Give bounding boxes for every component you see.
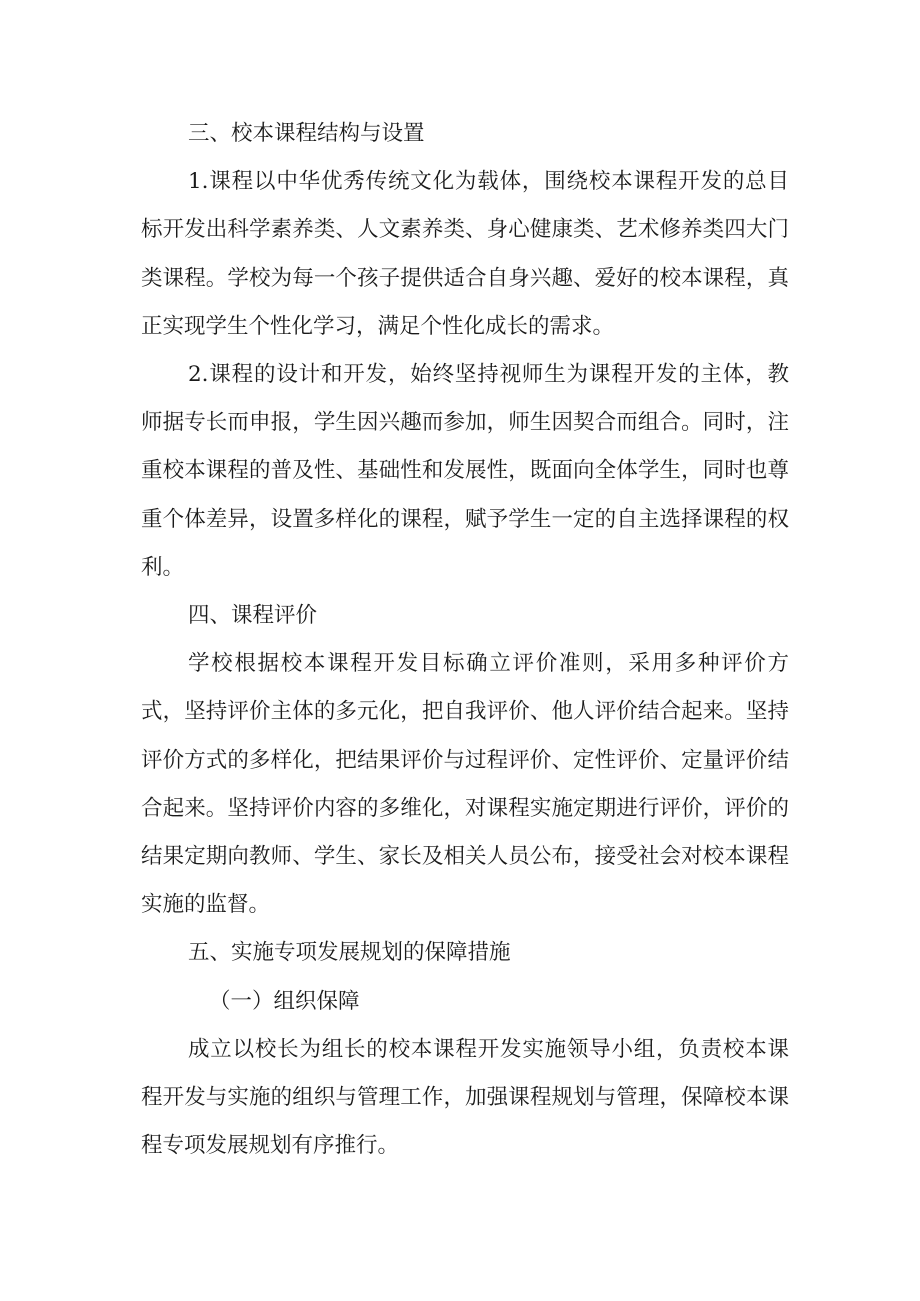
document-body	[141, 110, 789, 1170]
section-heading-curriculum-structure: 三、校本课程结构与设置	[188, 121, 425, 146]
section-heading-curriculum-evaluation: 四、课程评价	[188, 603, 318, 629]
sub-heading-organizational-guarantee: （一）组织保障	[209, 988, 360, 1014]
paragraph-evaluation-methods: 学校根据校本课程开发目标确立评价准则，采用多种评价方式，坚持评价主体的多元化，把自我评价、他人评价结合起来。坚持评价方式的多样化，把结果评价与过程评价、定性评价、定量评价结合起来。坚持评价内容的多维化，对课程实施定期进行评价，评价的结果定期向教师、学生、家长及相关人员公布，接受社会对校本课程实施的监督。	[141, 651, 789, 918]
paragraph-leadership-group: 成立以校长为组长的校本课程开发实施领导小组，负责校本课程开发与实施的组织与管理工作，加强课程规划与管理，保障校本课程专项发展规划有序推行。	[141, 1036, 789, 1159]
section-heading-safeguard-measures: 五、实施专项发展规划的保障措施	[188, 940, 511, 966]
paragraph-curriculum-categories: 1.课程以中华优秀传统文化为载体，围绕校本课程开发的总目标开发出科学素养类、人文素养类、身心健康类、艺术修养类四大门类课程。学校为每一个孩子提供适合自身兴趣、爱好的校本课程，真正实现学生个性化学习，满足个性化成长的需求。	[141, 169, 789, 339]
paragraph-curriculum-design: 2.课程的设计和开发，始终坚持视师生为课程开发的主体，教师据专长而申报，学生因兴趣而参加，师生因契合而组合。同时，注重校本课程的普及性、基础性和发展性，既面向全体学生，同时也尊重个体差异，设置多样化的课程，赋予学生一定的自主选择课程的权利。	[141, 362, 789, 580]
